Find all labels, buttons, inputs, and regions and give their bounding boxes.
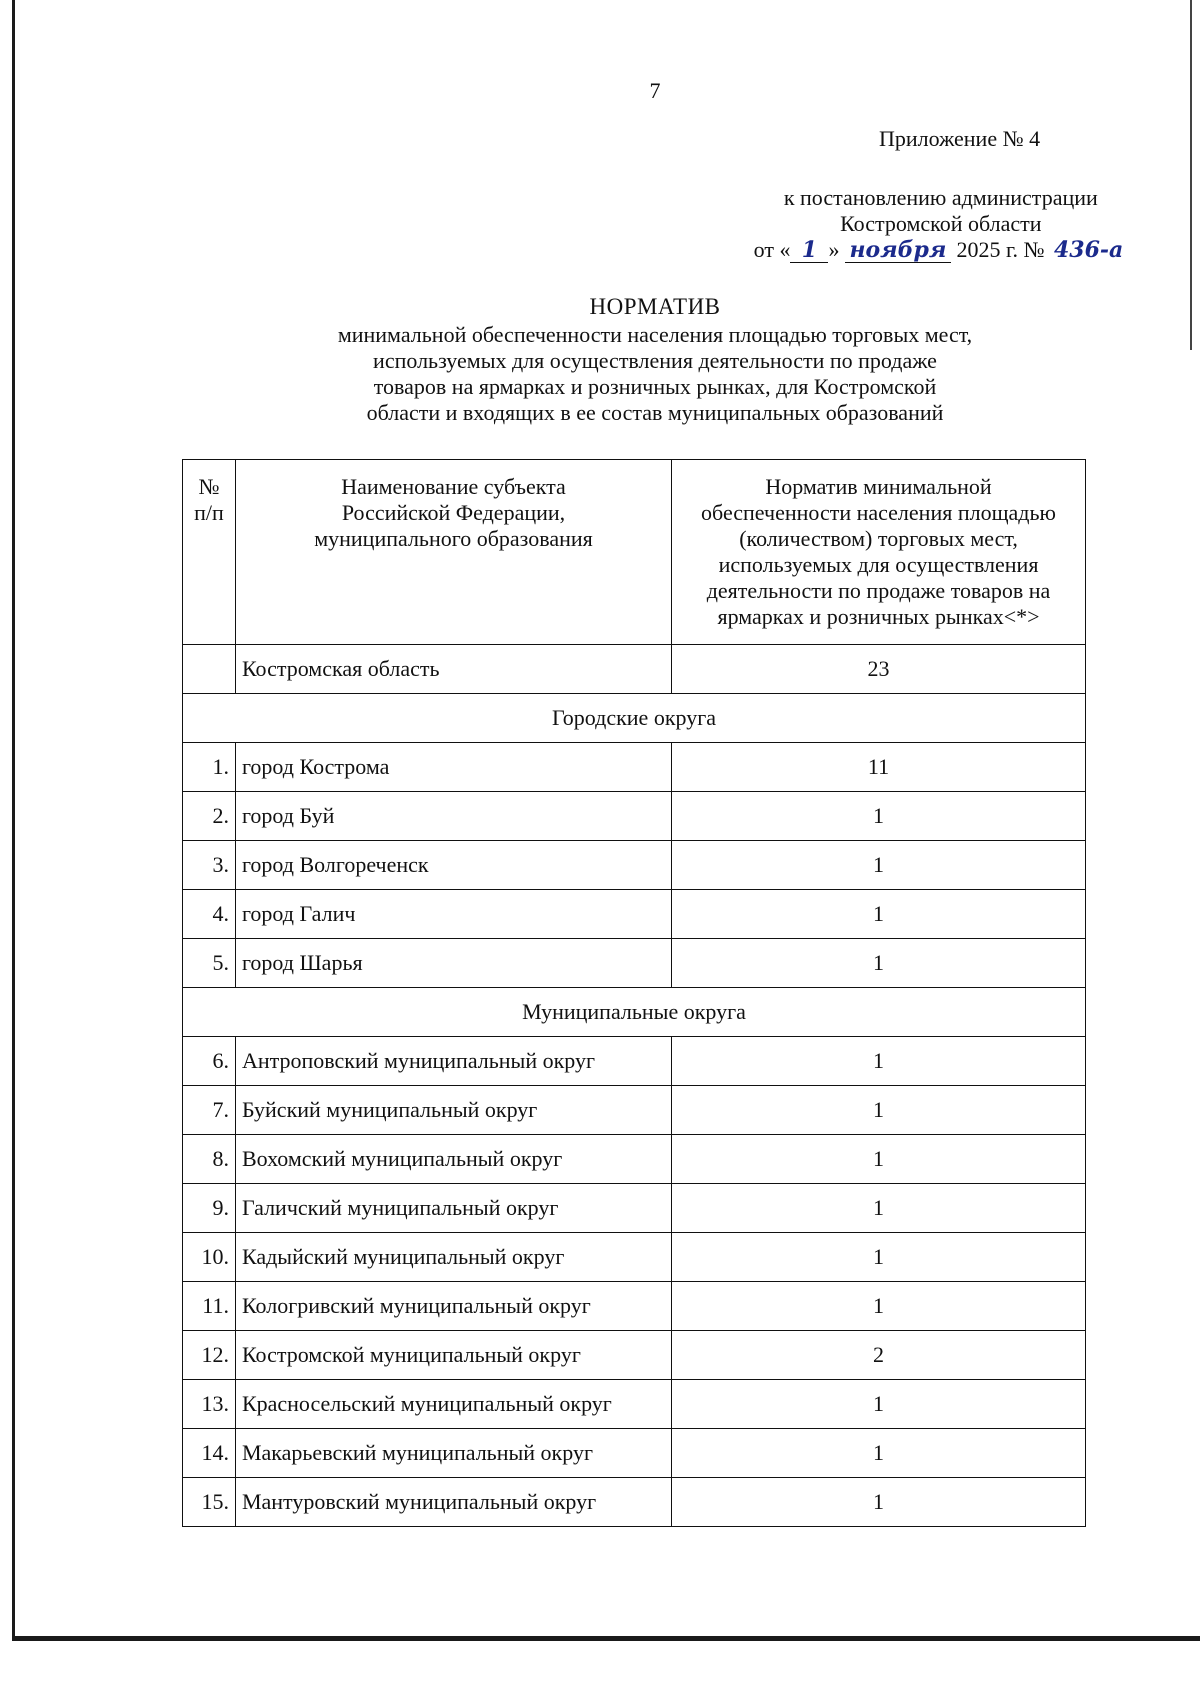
cell-num: 14. <box>183 1429 236 1478</box>
page-number: 7 <box>649 78 661 103</box>
table-row <box>183 1184 1086 1233</box>
cell-value: 1 <box>672 1233 1086 1282</box>
cell-name: Костромская область <box>235 645 671 694</box>
subtitle-line: товаров на ярмарках и розничных рынках, для Костромской <box>373 374 937 399</box>
table-row <box>183 792 1086 841</box>
header-value-line: (количеством) торговых мест, <box>739 526 1018 551</box>
cell-value: 1 <box>672 792 1086 841</box>
norm-table <box>182 459 1086 1527</box>
cell-name: город Волгореченск <box>235 841 671 890</box>
date-year-text: 2025 г. № <box>956 237 1045 262</box>
cell-value: 1 <box>672 1086 1086 1135</box>
header-num <box>183 460 236 645</box>
cell-num: 4. <box>183 890 236 939</box>
cell-name: город Кострома <box>235 743 671 792</box>
urban-rows <box>183 743 1086 988</box>
cell-num: 13. <box>183 1380 236 1429</box>
table-row <box>183 1380 1086 1429</box>
cell-name: город Буй <box>235 792 671 841</box>
header-value-line: используемых для осуществления <box>718 552 1039 577</box>
cell-name: Галичский муниципальный округ <box>235 1184 671 1233</box>
table-row <box>183 939 1086 988</box>
cell-value: 1 <box>672 1037 1086 1086</box>
table-row-total <box>183 645 1086 694</box>
header-name-line: Наименование субъекта <box>341 474 566 499</box>
resolution-reference <box>754 185 1128 263</box>
cell-value: 1 <box>672 1380 1086 1429</box>
cell-name: Макарьевский муниципальный округ <box>235 1429 671 1478</box>
cell-value: 1 <box>672 1429 1086 1478</box>
municipal-rows <box>183 1037 1086 1527</box>
cell-value: 23 <box>672 645 1086 694</box>
table-row <box>183 1478 1086 1527</box>
subtitle-line: минимальной обеспеченности населения площадью торговых мест, <box>337 322 973 347</box>
cell-value: 1 <box>672 1184 1086 1233</box>
header-value-line: деятельности по продаже товаров на <box>706 578 1051 603</box>
header-value <box>672 460 1086 645</box>
cell-num <box>183 645 236 694</box>
header-value-line: ярмарках и розничных рынках<*> <box>717 604 1040 629</box>
cell-num: 2. <box>183 792 236 841</box>
header-name <box>235 460 671 645</box>
cell-name: Антроповский муниципальный округ <box>235 1037 671 1086</box>
table-row <box>183 1135 1086 1184</box>
cell-value: 1 <box>672 841 1086 890</box>
header-num-line: п/п <box>194 500 224 525</box>
resolution-date-line <box>754 237 1128 263</box>
cell-num: 5. <box>183 939 236 988</box>
cell-value: 1 <box>672 1478 1086 1527</box>
scan-border-bottom <box>12 1636 1200 1641</box>
subtitle-line: используемых для осуществления деятельности по продаже <box>373 348 937 373</box>
cell-name: Мантуровский муниципальный округ <box>235 1478 671 1527</box>
cell-value: 1 <box>672 1282 1086 1331</box>
cell-num: 1. <box>183 743 236 792</box>
subtitle-line: области и входящих в ее состав муниципальных образований <box>366 400 944 425</box>
resolution-line-1: к постановлению администрации <box>783 185 1098 210</box>
document-title: НОРМАТИВ <box>589 294 721 319</box>
section-row-urban <box>183 694 1086 743</box>
section-title: Муниципальные округа <box>183 988 1086 1037</box>
cell-num: 8. <box>183 1135 236 1184</box>
cell-num: 9. <box>183 1184 236 1233</box>
handwritten-doc-number: 436-а <box>1054 237 1124 263</box>
date-mid: » <box>828 237 840 262</box>
header-value-line: обеспеченности населения площадью <box>701 500 1056 525</box>
cell-name: Красносельский муниципальный округ <box>235 1380 671 1429</box>
header-value-line: Норматив минимальной <box>765 474 992 499</box>
header-num-line: № <box>198 474 220 499</box>
handwritten-month: ноября <box>845 238 951 263</box>
cell-value: 1 <box>672 890 1086 939</box>
table-row <box>183 1331 1086 1380</box>
cell-name: город Галич <box>235 890 671 939</box>
section-title: Городские округа <box>183 694 1086 743</box>
cell-name: город Шарья <box>235 939 671 988</box>
table-row <box>183 1037 1086 1086</box>
table-header-row <box>183 460 1086 645</box>
header-name-line: муниципального образования <box>314 526 593 551</box>
table-row <box>183 841 1086 890</box>
cell-num: 3. <box>183 841 236 890</box>
cell-value: 1 <box>672 1135 1086 1184</box>
cell-value: 2 <box>672 1331 1086 1380</box>
cell-num: 12. <box>183 1331 236 1380</box>
cell-name: Кологривский муниципальный округ <box>235 1282 671 1331</box>
table-row <box>183 1233 1086 1282</box>
date-prefix: от « <box>753 237 791 262</box>
cell-num: 10. <box>183 1233 236 1282</box>
cell-name: Вохомский муниципальный округ <box>235 1135 671 1184</box>
table-row <box>183 743 1086 792</box>
scan-border-left <box>12 0 15 1640</box>
document-subtitle <box>0 322 1200 426</box>
cell-name: Кадыйский муниципальный округ <box>235 1233 671 1282</box>
cell-name: Костромской муниципальный округ <box>235 1331 671 1380</box>
table-row <box>183 1282 1086 1331</box>
cell-name: Буйский муниципальный округ <box>235 1086 671 1135</box>
cell-value: 11 <box>672 743 1086 792</box>
appendix-title: Приложение № 4 <box>879 126 1041 151</box>
cell-value: 1 <box>672 939 1086 988</box>
cell-num: 6. <box>183 1037 236 1086</box>
header-name-line: Российской Федерации, <box>341 500 566 525</box>
cell-num: 11. <box>183 1282 236 1331</box>
table-row <box>183 1086 1086 1135</box>
table-row <box>183 890 1086 939</box>
table-row <box>183 1429 1086 1478</box>
section-row-municipal <box>183 988 1086 1037</box>
cell-num: 15. <box>183 1478 236 1527</box>
cell-num: 7. <box>183 1086 236 1135</box>
handwritten-day: 1 <box>790 238 828 263</box>
resolution-line-2: Костромской области <box>840 211 1042 236</box>
